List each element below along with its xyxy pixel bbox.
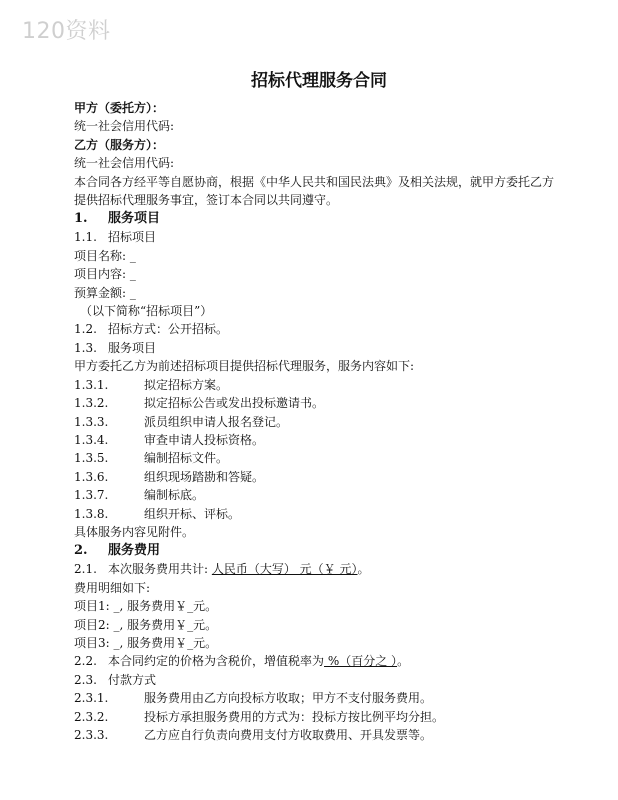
payment-item (74, 708, 554, 726)
item-number: 1.3.8. (74, 506, 109, 521)
tax-rate-field: %（百分之 ） (324, 654, 398, 669)
item-text: 派员组织申请人报名登记。 (144, 414, 289, 429)
fee-amount-field: 人民币（大写） 元（￥ 元） (211, 562, 358, 577)
clause-1-3 (74, 339, 554, 357)
abbreviation-note: （以下简称“招标项目”） (80, 304, 213, 319)
section-1-heading (74, 209, 554, 228)
item-text: 投标方承担服务费用的方式为：投标方按比例平均分担。 (144, 709, 445, 724)
item-text: 拟定招标公告或发出投标邀请书。 (144, 396, 325, 411)
clause-text: 本合同约定的价格为含税价，增值税率为 (108, 654, 325, 669)
project-name: 项目名称: _ (74, 248, 136, 263)
watermark-logo: 120资料 (22, 19, 111, 44)
clause-suffix: 。 (397, 654, 410, 669)
fee-detail-label: 费用明细如下: (74, 580, 151, 595)
clause-number: 2.3. (74, 672, 97, 687)
fee-item: 项目1: _, 服务费用￥_元。 (74, 599, 218, 614)
clause-number: 1.1. (74, 230, 97, 245)
item-text: 编制招标文件。 (144, 451, 229, 466)
service-item (74, 486, 554, 504)
item-number: 1.3.2. (74, 396, 109, 411)
fee-item: 项目2: _, 服务费用￥_元。 (74, 617, 218, 632)
clause-1-1 (74, 228, 554, 246)
item-text: 审查申请人投标资格。 (144, 432, 265, 447)
section-title: 服务费用 (108, 543, 161, 559)
party-b-credit-code: 统一社会信用代码: (74, 156, 175, 171)
item-number: 1.3.6. (74, 469, 109, 484)
clause-number: 1.2. (74, 322, 97, 337)
item-number: 1.3.1. (74, 377, 109, 392)
item-number: 1.3.3. (74, 414, 109, 429)
item-number: 1.3.4. (74, 432, 109, 447)
section-2-heading (74, 541, 554, 560)
item-text: 组织开标、评标。 (144, 506, 241, 521)
item-number: 2.3.3. (74, 728, 109, 742)
item-number: 2.3.1. (74, 691, 109, 706)
project-content: 项目内容: _ (74, 267, 136, 282)
clause-number: 1.3. (74, 340, 97, 355)
service-intro: 甲方委托乙方为前述招标项目提供招标代理服务，服务内容如下: (74, 359, 415, 374)
section-number: 1. (74, 211, 88, 227)
clause-text: 付款方式 (108, 672, 157, 687)
service-item (74, 413, 554, 431)
item-number: 2.3.2. (74, 709, 109, 724)
item-text: 编制标底。 (144, 488, 205, 503)
clause-number: 2.1. (74, 562, 97, 577)
service-item (74, 449, 554, 467)
payment-item (74, 726, 554, 744)
item-number: 1.3.5. (74, 451, 109, 466)
service-item (74, 376, 554, 394)
section-number: 2. (74, 543, 88, 559)
item-text: 服务费用由乙方向投标方收取；甲方不支付服务费用。 (144, 691, 433, 706)
service-item (74, 394, 554, 412)
document-title: 招标代理服务合同 (251, 71, 387, 91)
clause-text: 招标项目 (108, 230, 157, 245)
service-item (74, 468, 554, 486)
intro-paragraph: 本合同各方经平等自愿协商，根据《中华人民共和国民法典》及相关法规，就甲方委托乙方提供招标代理服务事宜，签订本合同以共同遵守。 (74, 174, 555, 208)
item-number: 1.3.7. (74, 488, 109, 503)
item-text: 拟定招标方案。 (144, 377, 229, 392)
service-item (74, 505, 554, 523)
item-text: 乙方应自行负责向费用支付方收取费用、开具发票等。 (144, 728, 433, 742)
clause-2-2 (74, 652, 554, 670)
clause-suffix: 。 (357, 562, 370, 577)
service-item (74, 431, 554, 449)
fee-item: 项目3: _, 服务费用￥_元。 (74, 635, 218, 650)
party-a-credit-code: 统一社会信用代码: (74, 119, 175, 134)
clause-1-2 (74, 320, 554, 338)
clause-text: 服务项目 (108, 340, 157, 355)
contract-document (74, 66, 554, 744)
detail-note: 具体服务内容见附件。 (74, 524, 195, 539)
section-title: 服务项目 (108, 211, 161, 227)
item-text: 组织现场踏勘和答疑。 (144, 469, 265, 484)
clause-text: 招标方式：公开招标。 (108, 322, 229, 337)
clause-2-1 (74, 560, 554, 578)
payment-item (74, 689, 554, 707)
project-budget: 预算金额: _ (74, 285, 136, 300)
clause-2-3 (74, 671, 554, 689)
clause-text: 本次服务费用共计: (108, 562, 212, 577)
clause-number: 2.2. (74, 654, 97, 669)
party-b-label: 乙方（服务方）： (74, 137, 165, 152)
party-a-label: 甲方（委托方）： (74, 101, 165, 115)
